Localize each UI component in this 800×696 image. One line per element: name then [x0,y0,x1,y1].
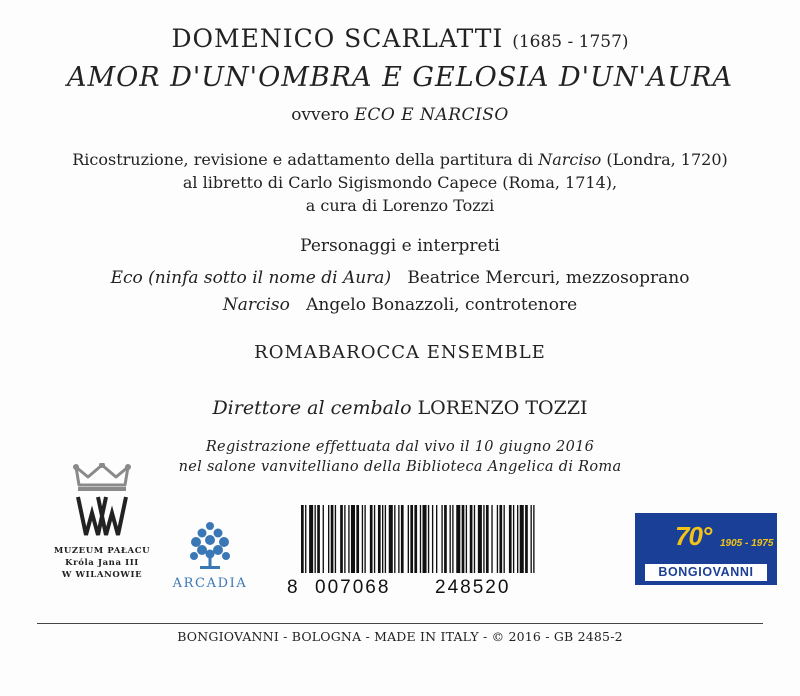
barcode-bar [441,505,442,573]
wilanow-line-2: Króla Jana III [65,558,139,568]
barcode-bar [520,505,524,573]
credits-line-3: a cura di Lorenzo Tozzi [305,196,495,215]
barcode-bar [432,505,433,573]
barcode-bar [401,505,404,573]
barcode-bar [323,505,324,573]
wilanow-logo [42,463,162,580]
credits-line-1-after: (Londra, 1720) [606,150,728,169]
barcode-bar [364,505,365,573]
barcode-bars-icon [285,505,543,575]
bongiovanni-badge [675,521,774,552]
barcode-bar [351,505,355,573]
barcode-bar [517,505,518,573]
barcode-bar [436,505,437,573]
barcode-bar [317,505,320,573]
subtitle-prefix: ovvero [291,105,350,125]
barcode-bar [370,505,373,573]
wilanow-line-3: W WILANOWIE [61,570,143,580]
barcode-bar [344,505,345,573]
conductor-line [0,397,800,419]
barcode-bar [389,505,393,573]
barcode-bar [444,505,447,573]
composer-dates: (1685 - 1757) [512,32,629,52]
barcode-bar [428,505,429,573]
composer-name: DOMENICO SCARLATTI [171,24,504,53]
arcadia-wordmark: ARCADIA [172,576,248,591]
barcode-bar [466,505,467,573]
barcode-bar [470,505,473,573]
barcode-bar [410,505,413,573]
barcode-bar [348,505,349,573]
barcode-bar [382,505,383,573]
barcode-bar [328,505,329,573]
barcode-bar [362,505,363,573]
credits-line-1-text: Ricostruzione, revisione e adattamento della partitura di [72,150,534,169]
barcode-bar [423,505,427,573]
cast-list [0,265,800,319]
barcode-bar [450,505,451,573]
barcode-bar [414,505,417,573]
credits-block [0,148,800,217]
barcode-bar [497,505,498,573]
barcode-bar [513,505,514,573]
barcode-bar [309,505,313,573]
credits-line-2: al libretto di Carlo Sigismondo Capece (Roma, 1714), [182,173,618,192]
work-title: AMOR D'UN'OMBRA E GELOSIA D'UN'AURA [67,62,733,93]
barcode-bar [385,505,386,573]
barcode-bar [462,505,465,573]
barcode-bar [398,505,399,573]
cast-performer: Angelo Bonazzoli, controtenore [306,295,578,315]
barcode-bar [491,505,492,573]
barcode-bar [504,505,505,573]
bongiovanni-wordmark: BONGIOVANNI [645,564,767,581]
barcode-bar [305,505,306,573]
credits-line-1-italic: Narciso [538,150,602,169]
conductor-name: LORENZO TOZZI [417,397,588,419]
bongiovanni-logo [635,513,777,585]
barcode-bar [408,505,409,573]
barcode-bar [486,505,489,573]
cast-heading: Personaggi e interpreti [300,236,500,256]
barcode-bar [420,505,421,573]
barcode-bar [483,505,484,573]
barcode-digits-right: 248520 [435,577,511,598]
arcadia-logo [160,520,260,591]
barcode-bar [335,505,336,573]
barcode-bar [474,505,475,573]
cast-row [0,265,800,292]
cast-role: Narciso [222,295,290,315]
barcode-bar [315,505,316,573]
barcode-bar [452,505,453,573]
barcode-digits-left: 007068 [315,577,391,598]
composer-line [0,24,800,53]
bongiovanni-badge-years: 1905 - 1975 [720,538,774,549]
barcode-bar [374,505,375,573]
subtitle-italic: ECO E NARCISO [354,105,509,125]
barcode-bar [531,505,532,573]
work-subtitle [0,105,800,125]
barcode-bar [525,505,528,573]
bongiovanni-badge-number: 70° [675,521,712,551]
footer-divider [37,623,763,624]
barcode-bar [340,505,343,573]
cast-role: Eco (ninfa sotto il nome di Aura) [110,268,392,288]
barcode-bar [378,505,381,573]
barcode [285,505,543,598]
cast-performer: Beatrice Mercuri, mezzosoprano [407,268,690,288]
wilanow-line-1: MUZEUM PAŁACU [53,546,151,556]
barcode-bar [331,505,334,573]
barcode-bar [499,505,502,573]
pine-branch-icon [188,520,232,572]
barcode-bar [478,505,482,573]
barcode-bar [356,505,359,573]
barcode-bar [533,505,534,573]
barcode-digit-first: 8 [287,577,298,598]
recording-line-1: Registrazione effettuata dal vivo il 10 giugno 2016 [205,439,595,455]
conductor-role: Direttore al cembalo [212,397,412,419]
cast-row [0,292,800,319]
barcode-bar [394,505,395,573]
footer-text: BONGIOVANNI - BOLOGNA - MADE IN ITALY - © 2016 - GB 2485-2 [177,629,623,644]
crown-monogram-icon [70,463,134,543]
ensemble-name: ROMABAROCCA ENSEMBLE [254,342,546,363]
credits-line-1 [0,148,800,171]
barcode-bar [509,505,512,573]
barcode-bar [456,505,460,573]
recording-line-2: nel salone vanvitelliano della Biblioteca Angelica di Roma [178,459,622,475]
barcode-bar [301,505,304,573]
